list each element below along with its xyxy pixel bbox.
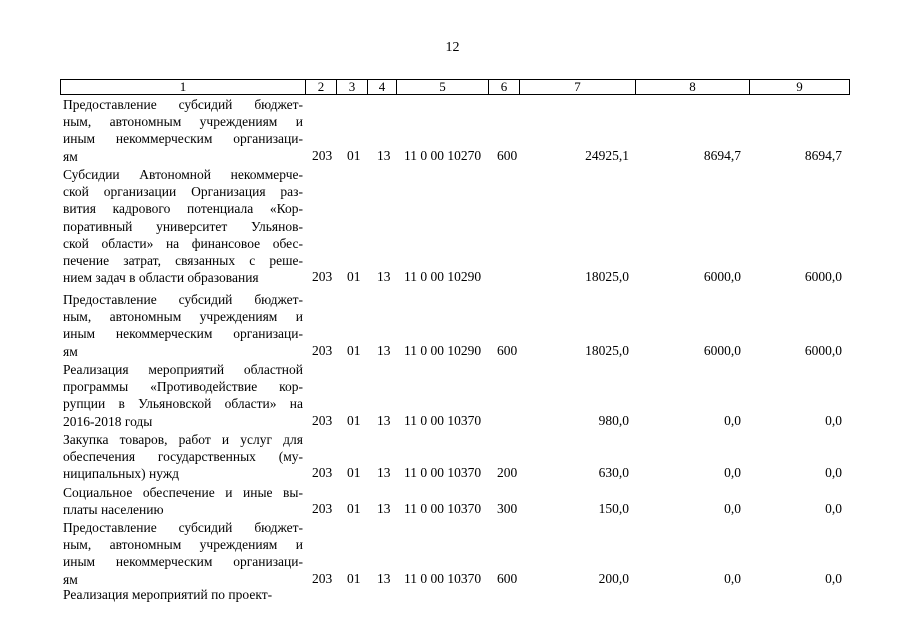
description-line: Социальное обеспечение и иные вы-	[63, 485, 303, 500]
row-description	[63, 361, 303, 430]
cell-c8: 0,0	[724, 570, 741, 586]
cell-c6: 600	[497, 570, 518, 586]
page-number: 12	[445, 40, 460, 55]
cell-c3: 01	[347, 412, 361, 428]
cell-c2: 203	[312, 342, 333, 358]
cell-c5: 11 0 00 10370	[404, 570, 482, 586]
cell-c9: 0,0	[825, 570, 842, 586]
cell-c3: 01	[347, 147, 361, 163]
column-header-6: 6	[489, 80, 520, 95]
description-line: Реализация мероприятий по проект-	[63, 587, 273, 602]
row-description	[63, 431, 303, 483]
description-line: ным, автономным учреждениям и	[63, 114, 303, 130]
cell-c4: 13	[377, 412, 391, 428]
cell-c7: 18025,0	[585, 342, 629, 358]
cell-c9: 6000,0	[804, 342, 842, 358]
cell-c6: 200	[497, 465, 518, 481]
column-header-7: 7	[520, 80, 636, 95]
description-line: ям	[63, 343, 78, 359]
row-description	[63, 484, 303, 518]
cell-c5: 11 0 00 10270	[404, 147, 482, 163]
cell-c4: 13	[377, 147, 391, 163]
cell-c5: 11 0 00 10370	[404, 412, 482, 428]
description-line: рупции в Ульяновской области» на	[63, 396, 303, 412]
cell-c7: 630,0	[598, 465, 629, 481]
description-line: Предоставление субсидий бюджет-	[63, 97, 303, 112]
description-line: иным некоммерческим организаци-	[63, 554, 303, 570]
description-line: Реализация мероприятий областной	[63, 362, 303, 377]
column-header-2: 2	[306, 80, 337, 95]
row-description	[63, 519, 303, 588]
description-line: обеспечения государственных (му-	[63, 449, 303, 465]
cell-c7: 200,0	[598, 570, 629, 586]
description-line: иным некоммерческим организаци-	[63, 131, 303, 147]
cell-c9: 0,0	[825, 412, 842, 428]
cell-c6: 600	[497, 342, 518, 358]
cell-c7: 24925,1	[585, 147, 629, 163]
cell-c7: 980,0	[598, 412, 629, 428]
column-header-1: 1	[61, 80, 306, 95]
cell-c4: 13	[377, 501, 391, 517]
cell-c8: 6000,0	[703, 342, 741, 358]
cell-c4: 13	[377, 269, 391, 285]
description-line: ным, автономным учреждениям и	[63, 537, 303, 553]
cell-c8: 0,0	[724, 412, 741, 428]
cell-c9: 0,0	[825, 501, 842, 517]
column-header-3: 3	[337, 80, 368, 95]
cell-c5: 11 0 00 10290	[404, 342, 482, 358]
cell-c5: 11 0 00 10290	[404, 269, 482, 285]
cell-c2: 203	[312, 465, 333, 481]
description-line: Предоставление субсидий бюджет-	[63, 520, 303, 535]
description-line: вития кадрового потенциала «Кор-	[63, 201, 303, 217]
description-line: 2016-2018 годы	[63, 413, 153, 429]
description-line: платы населению	[63, 502, 164, 518]
cell-c9: 6000,0	[804, 269, 842, 285]
cell-c6: 300	[497, 501, 518, 517]
description-line: иным некоммерческим организаци-	[63, 326, 303, 342]
description-line: Закупка товаров, работ и услуг для	[63, 432, 303, 447]
cell-c5: 11 0 00 10370	[404, 501, 482, 517]
cell-c7: 18025,0	[585, 269, 629, 285]
cell-c2: 203	[312, 269, 333, 285]
description-line: ской организации Организация раз-	[63, 184, 303, 200]
row-description	[63, 291, 303, 360]
description-line: программы «Противодействие кор-	[63, 379, 303, 395]
cell-c4: 13	[377, 465, 391, 481]
cell-c2: 203	[312, 501, 333, 517]
row-description	[63, 96, 303, 165]
cell-c9: 8694,7	[804, 147, 842, 163]
column-header-row	[60, 79, 850, 95]
cell-c3: 01	[347, 501, 361, 517]
cell-c8: 6000,0	[703, 269, 741, 285]
description-line: Предоставление субсидий бюджет-	[63, 292, 303, 307]
cell-c4: 13	[377, 342, 391, 358]
column-header-9: 9	[750, 80, 850, 95]
cell-c9: 0,0	[825, 465, 842, 481]
description-line: Субсидии Автономной некоммерче-	[63, 167, 303, 182]
description-line: ской области» на финансовое обес-	[63, 235, 303, 251]
description-line: нием задач в области образования	[63, 270, 259, 286]
cell-c8: 8694,7	[703, 147, 741, 163]
column-header-5: 5	[397, 80, 489, 95]
cell-c3: 01	[347, 465, 361, 481]
cell-c7: 150,0	[598, 501, 629, 517]
cell-c5: 11 0 00 10370	[404, 465, 482, 481]
row-description	[63, 166, 303, 286]
description-line: ным, автономным учреждениям и	[63, 309, 303, 325]
cell-c3: 01	[347, 570, 361, 586]
cell-c2: 203	[312, 147, 333, 163]
description-line: ниципальных) нужд	[63, 466, 180, 482]
cell-c6: 600	[497, 147, 518, 163]
description-line: печение затрат, связанных с реше-	[63, 253, 303, 269]
column-header-8: 8	[636, 80, 750, 95]
cell-c2: 203	[312, 412, 333, 428]
cell-c8: 0,0	[724, 501, 741, 517]
row-description	[63, 586, 303, 603]
cell-c8: 0,0	[724, 465, 741, 481]
description-line: ям	[63, 571, 78, 587]
cell-c3: 01	[347, 269, 361, 285]
description-line: ям	[63, 148, 78, 164]
cell-c2: 203	[312, 570, 333, 586]
description-line: поративный университет Ульянов-	[63, 218, 303, 234]
column-header-4: 4	[368, 80, 397, 95]
cell-c3: 01	[347, 342, 361, 358]
cell-c4: 13	[377, 570, 391, 586]
